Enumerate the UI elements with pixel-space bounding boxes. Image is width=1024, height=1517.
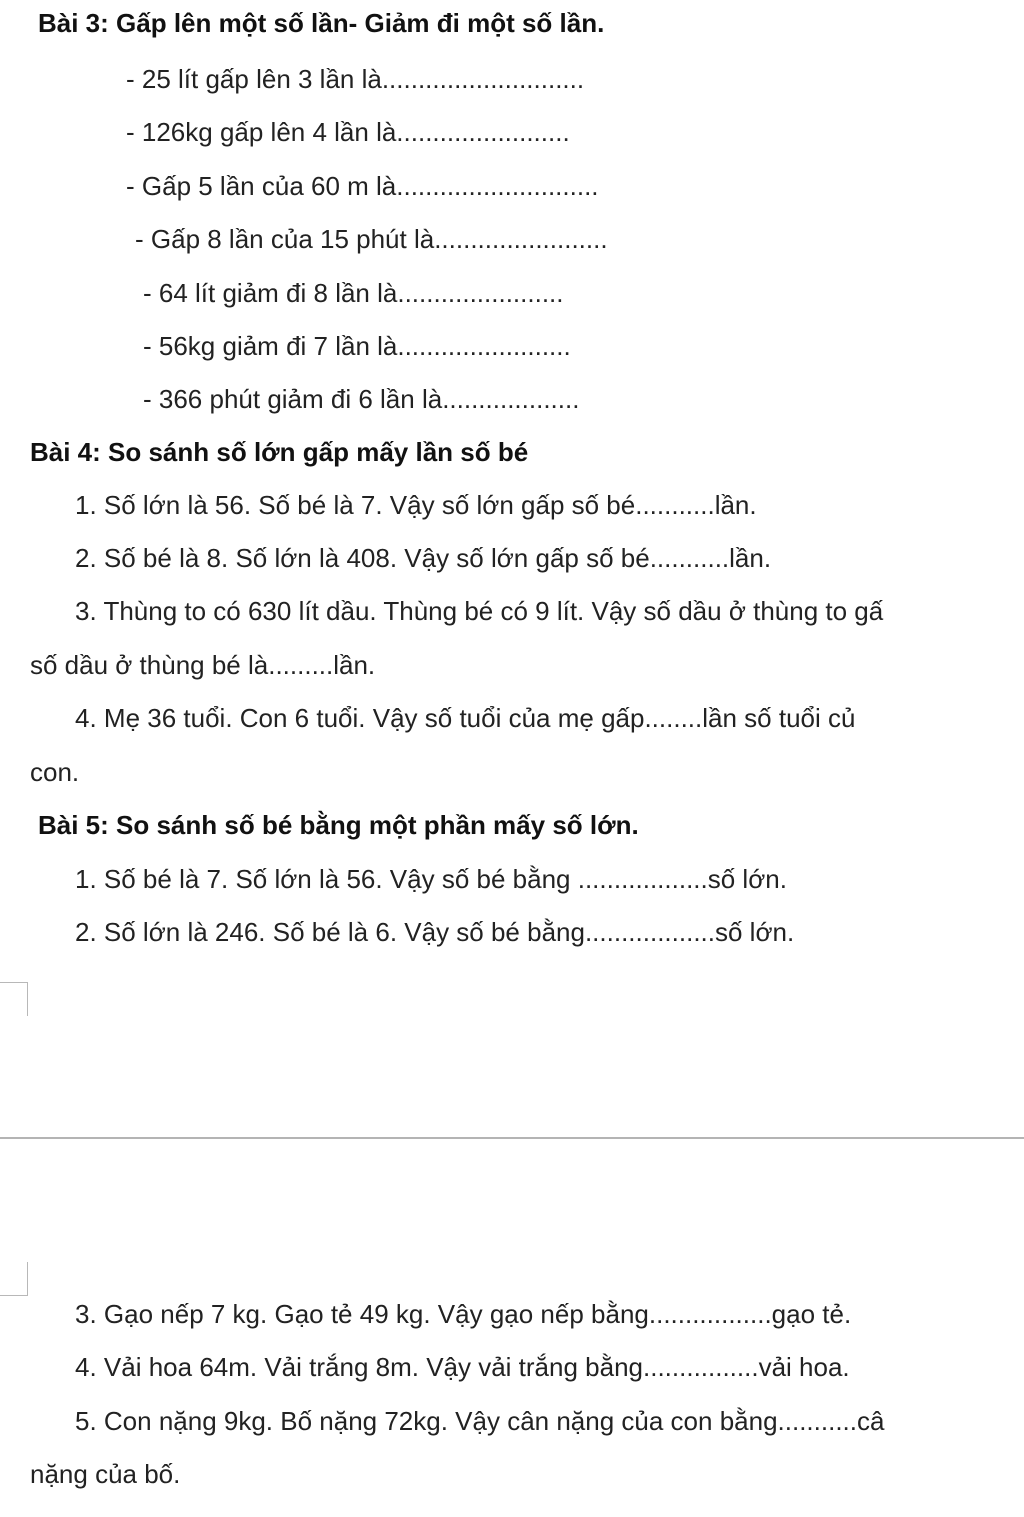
bai5-item-1: 1. Số bé là 7. Số lớn là 56. Vậy số bé bằng ..................số lớn. xyxy=(75,864,787,894)
bai5-item-5-cont: nặng của bố. xyxy=(30,1459,181,1489)
bai5-item-3: 3. Gạo nếp 7 kg. Gạo tẻ 49 kg. Vậy gạo nếp bằng.................gạo tẻ. xyxy=(75,1299,852,1329)
bai3-item-1: - 25 lít gấp lên 3 lần là............................ xyxy=(126,64,585,94)
bai4-item-4: 4. Mẹ 36 tuổi. Con 6 tuổi. Vậy số tuổi của mẹ gấp........lần số tuổi củ xyxy=(75,703,856,733)
margin-corner-mark xyxy=(0,982,28,1016)
bai3-item-3: - Gấp 5 lần của 60 m là............................ xyxy=(126,171,599,201)
page-break-divider xyxy=(0,1137,1024,1139)
bai3-item-2: - 126kg gấp lên 4 lần là........................ xyxy=(126,117,570,147)
bai5-heading: Bài 5: So sánh số bé bằng một phần mấy số lớn. xyxy=(38,810,639,840)
bai3-heading: Bài 3: Gấp lên một số lần- Giảm đi một số lần. xyxy=(38,8,605,38)
bai3-item-5: - 64 lít giảm đi 8 lần là....................... xyxy=(143,278,564,308)
bai5-item-2: 2. Số lớn là 246. Số bé là 6. Vậy số bé bằng..................số lớn. xyxy=(75,917,795,947)
bai4-item-2: 2. Số bé là 8. Số lớn là 408. Vậy số lớn gấp số bé...........lần. xyxy=(75,543,772,573)
bai3-item-7: - 366 phút giảm đi 6 lần là................... xyxy=(143,384,580,414)
bai4-item-3: 3. Thùng to có 630 lít dầu. Thùng bé có 9 lít. Vậy số dầu ở thùng to gấ xyxy=(75,596,884,626)
bai5-item-4: 4. Vải hoa 64m. Vải trắng 8m. Vậy vải trắng bằng................vải hoa. xyxy=(75,1352,850,1382)
bai3-item-6: - 56kg giảm đi 7 lần là........................ xyxy=(143,331,571,361)
bai4-item-1: 1. Số lớn là 56. Số bé là 7. Vậy số lớn gấp số bé...........lần. xyxy=(75,490,757,520)
bai5-item-5: 5. Con nặng 9kg. Bố nặng 72kg. Vậy cân nặng của con bằng...........câ xyxy=(75,1406,885,1436)
bai3-item-4: - Gấp 8 lần của 15 phút là........................ xyxy=(135,224,608,254)
bai4-item-3-cont: số dầu ở thùng bé là.........lần. xyxy=(30,650,376,680)
bai4-heading: Bài 4: So sánh số lớn gấp mấy lần số bé xyxy=(30,437,529,467)
margin-corner-mark xyxy=(0,1262,28,1296)
bai4-item-4-cont: con. xyxy=(30,757,80,787)
